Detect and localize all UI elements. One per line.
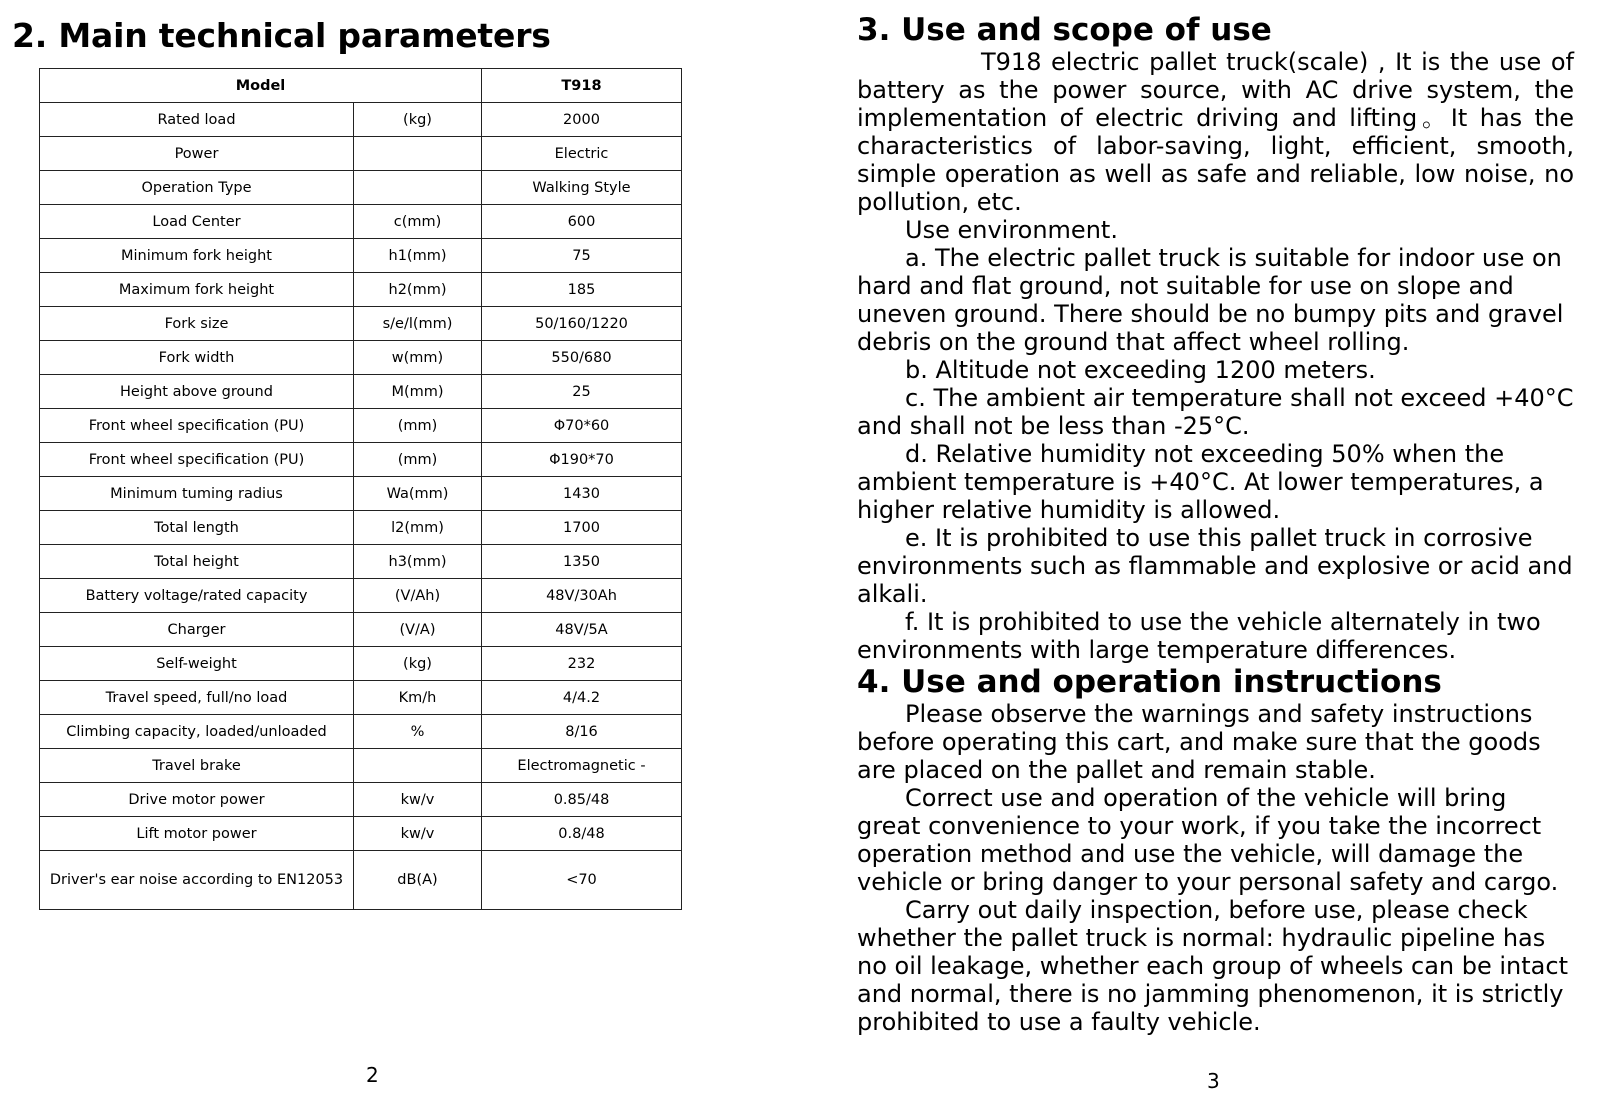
environment-item-e: e. It is prohibited to use this pallet truck in corrosive environments such as flammable and explosive or acid and alkali. [857, 524, 1573, 608]
right-page-text [857, 12, 1574, 1036]
value-cell: 600 [482, 205, 682, 239]
unit-cell: (mm) [354, 409, 482, 443]
unit-cell: (V/Ah) [354, 579, 482, 613]
parameter-cell: Total length [40, 511, 354, 545]
environment-item-c: c. The ambient air temperature shall not exceed +40°C and shall not be less than -25°C. [857, 384, 1574, 440]
operation-paragraph-3: Carry out daily inspection, before use, please check whether the pallet truck is normal: hydraulic pipeline has no oil leakage, whether each group of wheels can be intact and normal, there is no jamming phenomenon, it is strictly prohibited to use a faulty vehicle. [857, 896, 1568, 1036]
unit-cell: Km/h [354, 681, 482, 715]
table-row [40, 647, 682, 681]
unit-cell: h1(mm) [354, 239, 482, 273]
table-row [40, 341, 682, 375]
value-cell: Φ190*70 [482, 443, 682, 477]
table-row [40, 613, 682, 647]
parameter-cell: Rated load [40, 103, 354, 137]
unit-cell: Wa(mm) [354, 477, 482, 511]
parameter-cell: Driver's ear noise according to EN12053 [40, 851, 354, 910]
value-cell: 185 [482, 273, 682, 307]
table-row [40, 817, 682, 851]
table-row [40, 783, 682, 817]
unit-cell: w(mm) [354, 341, 482, 375]
parameter-cell: Height above ground [40, 375, 354, 409]
parameter-cell: Maximum fork height [40, 273, 354, 307]
table-row [40, 239, 682, 273]
parameter-cell: Travel speed, full/no load [40, 681, 354, 715]
value-cell: 8/16 [482, 715, 682, 749]
unit-cell [354, 749, 482, 783]
unit-cell: h2(mm) [354, 273, 482, 307]
value-cell: Electromagnetic - [482, 749, 682, 783]
table-row [40, 579, 682, 613]
parameter-cell: Battery voltage/rated capacity [40, 579, 354, 613]
technical-parameters-table [39, 68, 682, 910]
value-cell: 0.85/48 [482, 783, 682, 817]
unit-cell: % [354, 715, 482, 749]
environment-item-b: b. Altitude not exceeding 1200 meters. [905, 356, 1376, 384]
parameter-cell: Operation Type [40, 171, 354, 205]
operation-paragraph-1: Please observe the warnings and safety instructions before operating this cart, and make sure that the goods are placed on the pallet and remain stable. [857, 700, 1541, 784]
unit-cell: (kg) [354, 103, 482, 137]
table-row [40, 477, 682, 511]
table-row [40, 205, 682, 239]
table-row [40, 715, 682, 749]
value-cell: 48V/30Ah [482, 579, 682, 613]
parameter-cell: Travel brake [40, 749, 354, 783]
table-row [40, 103, 682, 137]
table-header-row [40, 69, 682, 103]
parameter-cell: Fork size [40, 307, 354, 341]
value-cell: 232 [482, 647, 682, 681]
parameter-cell: Drive motor power [40, 783, 354, 817]
value-cell: 1700 [482, 511, 682, 545]
use-environment-title: Use environment. [905, 216, 1118, 244]
environment-item-d: d. Relative humidity not exceeding 50% when the ambient temperature is +40°C. At lower temperatures, a higher relative humidity is allowed. [857, 440, 1544, 524]
unit-cell: M(mm) [354, 375, 482, 409]
value-cell: Φ70*60 [482, 409, 682, 443]
value-cell: Electric [482, 137, 682, 171]
environment-item-f: f. It is prohibited to use the vehicle alternately in two environments with large temperature differences. [857, 608, 1541, 664]
parameter-cell: Power [40, 137, 354, 171]
table-row [40, 409, 682, 443]
unit-cell: kw/v [354, 783, 482, 817]
parameter-cell: Fork width [40, 341, 354, 375]
parameter-cell: Load Center [40, 205, 354, 239]
value-cell: 2000 [482, 103, 682, 137]
value-cell: 48V/5A [482, 613, 682, 647]
table-row [40, 851, 682, 910]
unit-cell: s/e/l(mm) [354, 307, 482, 341]
value-cell: 550/680 [482, 341, 682, 375]
value-cell: 50/160/1220 [482, 307, 682, 341]
parameter-cell: Lift motor power [40, 817, 354, 851]
page-number-right: 3 [1207, 1069, 1220, 1093]
table-row [40, 307, 682, 341]
unit-cell [354, 171, 482, 205]
section-2-heading: 2. Main technical parameters [12, 16, 551, 55]
operation-paragraph-2: Correct use and operation of the vehicle will bring great convenience to your work, if you take the incorrect operation method and use the vehicle, will damage the vehicle or bring danger to your personal safety and cargo. [857, 784, 1559, 896]
value-cell: Walking Style [482, 171, 682, 205]
left-page [0, 0, 803, 1090]
environment-item-a: a. The electric pallet truck is suitable for indoor use on hard and flat ground, not suitable for use on slope and uneven ground. There should be no bumpy pits and gravel debris on the ground that affect wheel rolling. [857, 244, 1564, 356]
section-3-intro: T918 electric pallet truck(scale) , It is the use of battery as the power source, with AC drive system, the implementation of electric driving and lifting。It has the characteristics of labor-saving, light, efficient, smooth, simple operation as well as safe and reliable, low noise, no pollution, etc. [857, 48, 1574, 216]
parameter-cell: Charger [40, 613, 354, 647]
table-row [40, 749, 682, 783]
unit-cell: (V/A) [354, 613, 482, 647]
table-row [40, 443, 682, 477]
section-3-heading: 3. Use and scope of use [857, 12, 1272, 48]
table-row [40, 273, 682, 307]
parameter-cell: Front wheel specification (PU) [40, 409, 354, 443]
unit-cell: kw/v [354, 817, 482, 851]
table-row [40, 137, 682, 171]
unit-cell: h3(mm) [354, 545, 482, 579]
parameter-cell: Self-weight [40, 647, 354, 681]
table-row [40, 511, 682, 545]
unit-cell: (kg) [354, 647, 482, 681]
parameter-cell: Front wheel specification (PU) [40, 443, 354, 477]
value-cell: 0.8/48 [482, 817, 682, 851]
unit-cell: dB(A) [354, 851, 482, 910]
unit-cell [354, 137, 482, 171]
value-cell: <70 [482, 851, 682, 910]
parameter-cell: Minimum fork height [40, 239, 354, 273]
table-row [40, 545, 682, 579]
section-4-heading: 4. Use and operation instructions [857, 664, 1442, 700]
table-row [40, 171, 682, 205]
value-cell: 1350 [482, 545, 682, 579]
unit-cell: (mm) [354, 443, 482, 477]
value-cell: 1430 [482, 477, 682, 511]
value-cell: 75 [482, 239, 682, 273]
unit-cell: c(mm) [354, 205, 482, 239]
parameter-cell: Total height [40, 545, 354, 579]
model-value: T918 [482, 69, 682, 103]
parameter-cell: Minimum tuming radius [40, 477, 354, 511]
model-label: Model [40, 69, 482, 103]
parameter-cell: Climbing capacity, loaded/unloaded [40, 715, 354, 749]
value-cell: 25 [482, 375, 682, 409]
table-row [40, 375, 682, 409]
value-cell: 4/4.2 [482, 681, 682, 715]
unit-cell: l2(mm) [354, 511, 482, 545]
table-row [40, 681, 682, 715]
page-number-left: 2 [366, 1063, 379, 1087]
